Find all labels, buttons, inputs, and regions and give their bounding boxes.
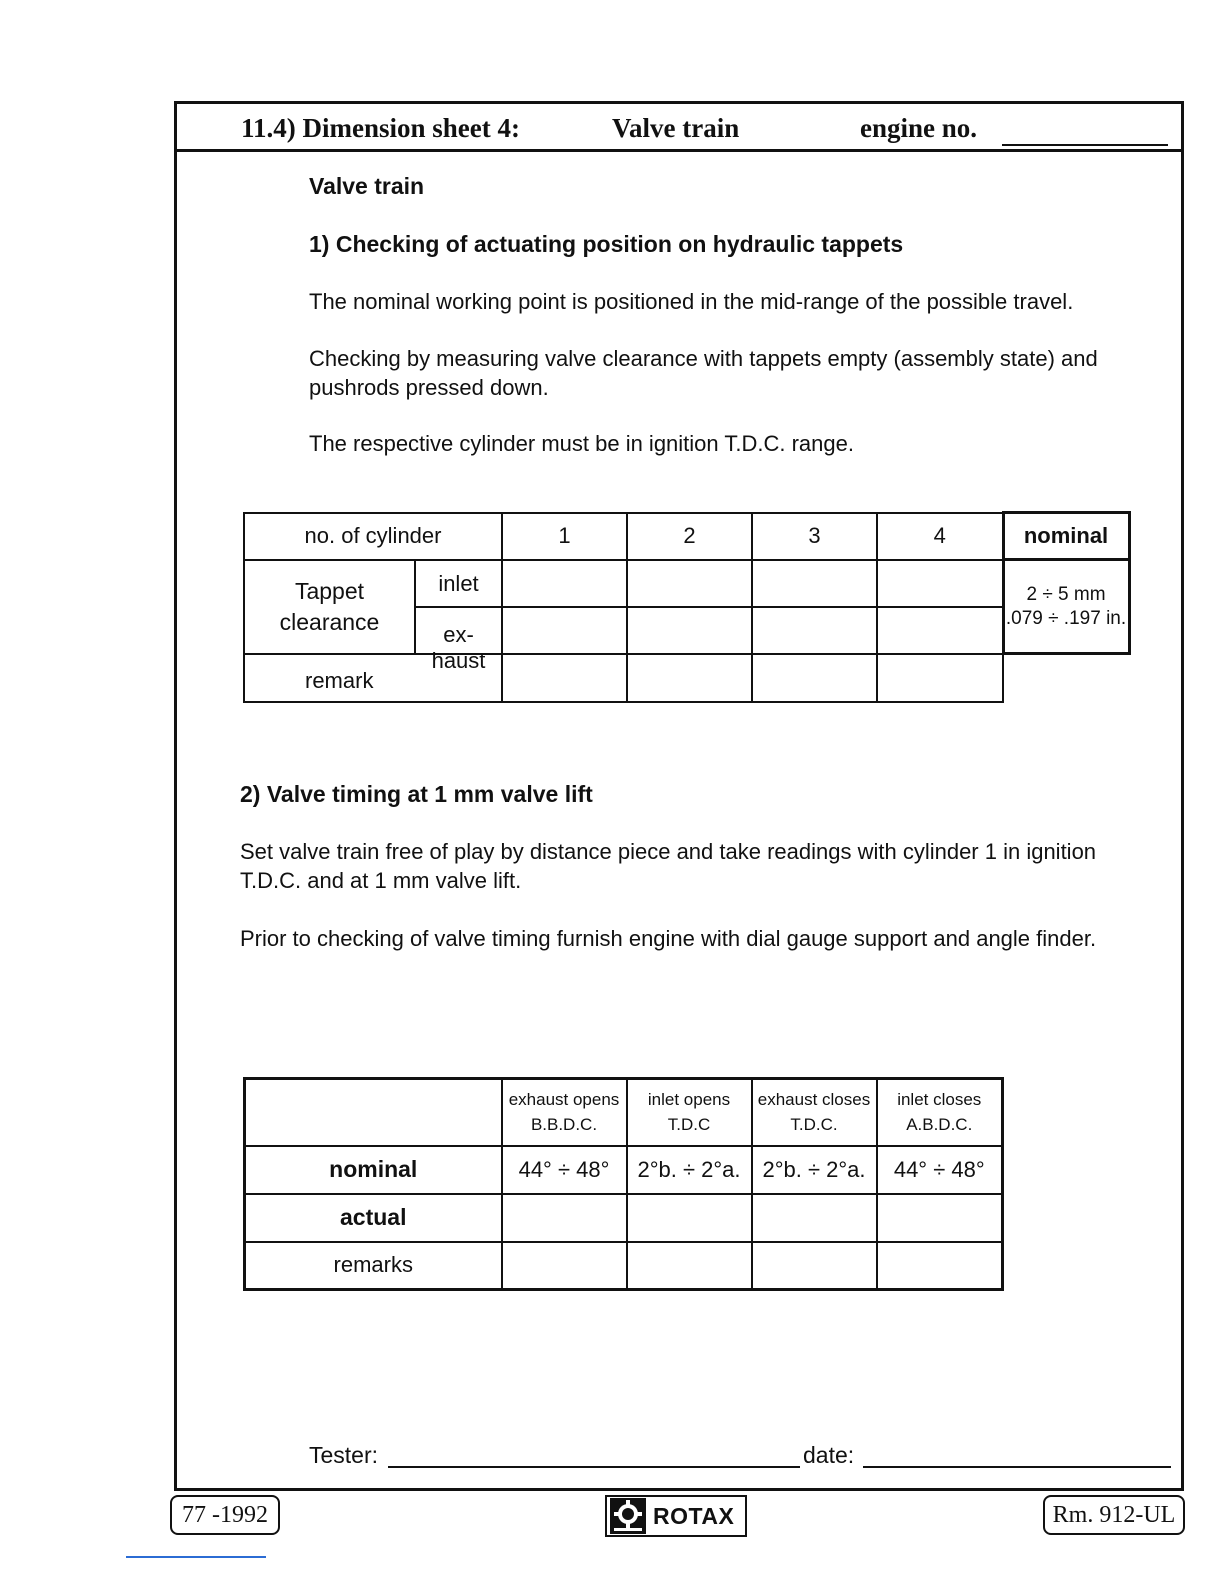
tappet-label-line2: clearance (279, 608, 380, 635)
actual-inlet-closes-cell[interactable] (877, 1194, 1003, 1242)
col-inlet-closes (877, 1079, 1003, 1146)
heading-valve-train: Valve train (309, 173, 425, 199)
cylinder-2-header: 2 (627, 513, 752, 560)
part2-para2: Prior to checking of valve timing furnish engine with dial gauge support and angle finder. (240, 926, 1097, 951)
actual-exhaust-closes-cell[interactable] (752, 1194, 877, 1242)
valve-timing-table (243, 1077, 1004, 1291)
col-exhaust-closes-line1: exhaust closes (757, 1090, 871, 1110)
cylinder-3-header: 3 (752, 513, 877, 560)
engine-no-field[interactable] (1002, 144, 1168, 146)
col-exhaust-closes-line2: T.D.C. (790, 1115, 838, 1135)
remark-label: remark (244, 654, 502, 702)
part1-para2-line1: Checking by measuring valve clearance with tappets empty (assembly state) and (309, 346, 1098, 371)
remark-cyl3-cell[interactable] (752, 654, 877, 702)
remarks-exhaust-opens-cell[interactable] (502, 1242, 627, 1290)
col-exhaust-opens-line2: B.B.D.C. (530, 1115, 598, 1135)
remark-cyl1-cell[interactable] (502, 654, 627, 702)
row-nominal-label: nominal (245, 1146, 502, 1194)
exhaust-label-line2: haust (431, 647, 486, 673)
part2-para1-line2: T.D.C. and at 1 mm valve lift. (240, 868, 522, 893)
cylinder-header: no. of cylinder (244, 513, 502, 560)
inlet-label: inlet (415, 560, 502, 607)
inlet-cyl4-cell[interactable] (877, 560, 1003, 607)
remarks-exhaust-closes-cell[interactable] (752, 1242, 877, 1290)
inlet-cyl3-cell[interactable] (752, 560, 877, 607)
actual-inlet-opens-cell[interactable] (627, 1194, 752, 1242)
exhaust-cyl4-cell[interactable] (877, 607, 1003, 654)
col-inlet-opens-line2: T.D.C (667, 1115, 711, 1135)
blue-underline (126, 1556, 266, 1558)
tappet-clearance-label (244, 560, 415, 654)
nominal-in: .079 ÷ .197 in. (1005, 607, 1127, 629)
date-field[interactable] (863, 1466, 1171, 1468)
manual-badge: Rm. 912-UL (1043, 1495, 1185, 1535)
date-label: date: (803, 1442, 855, 1468)
timing-corner-cell (245, 1079, 502, 1146)
col-exhaust-closes (752, 1079, 877, 1146)
remarks-inlet-opens-cell[interactable] (627, 1242, 752, 1290)
cylinder-4-header: 4 (877, 513, 1003, 560)
tappet-clearance-table (243, 511, 1131, 703)
col-inlet-closes-line2: A.B.D.C. (906, 1115, 973, 1135)
nominal-exhaust-closes: 2°b. ÷ 2°a. (752, 1146, 877, 1194)
nominal-inlet-closes: 44° ÷ 48° (877, 1146, 1003, 1194)
brand-name: ROTAX (653, 1502, 735, 1529)
col-inlet-opens (627, 1079, 752, 1146)
col-inlet-closes-line1: inlet closes (897, 1090, 982, 1110)
inlet-cyl2-cell[interactable] (627, 560, 752, 607)
nominal-inlet-opens: 2°b. ÷ 2°a. (627, 1146, 752, 1194)
edition-badge: 77 -1992 (170, 1495, 280, 1535)
row-actual-label: actual (245, 1194, 502, 1242)
rotax-logo (605, 1495, 747, 1537)
tester-label: Tester: (309, 1442, 379, 1468)
part2-title: 2) Valve timing at 1 mm valve lift (240, 781, 593, 807)
col-inlet-opens-line1: inlet opens (647, 1090, 731, 1110)
empty-corner (1003, 654, 1129, 702)
actual-exhaust-opens-cell[interactable] (502, 1194, 627, 1242)
engine-no-label: engine no. (860, 113, 978, 143)
nominal-exhaust-opens: 44° ÷ 48° (502, 1146, 627, 1194)
col-exhaust-opens (502, 1079, 627, 1146)
remark-cyl4-cell[interactable] (877, 654, 1003, 702)
exhaust-cyl3-cell[interactable] (752, 607, 877, 654)
inlet-cyl1-cell[interactable] (502, 560, 627, 607)
nominal-mm: 2 ÷ 5 mm (1026, 583, 1106, 605)
cylinder-1-header: 1 (502, 513, 627, 560)
rotax-emblem-icon (609, 1497, 647, 1535)
nominal-header: nominal (1003, 513, 1129, 560)
remarks-inlet-closes-cell[interactable] (877, 1242, 1003, 1290)
exhaust-cyl2-cell[interactable] (627, 607, 752, 654)
subject-title: Valve train (612, 113, 740, 143)
remark-cyl2-cell[interactable] (627, 654, 752, 702)
exhaust-cyl1-cell[interactable] (502, 607, 627, 654)
part1-para3: The respective cylinder must be in ignition T.D.C. range. (309, 431, 854, 456)
exhaust-label-line1: ex- (443, 621, 474, 647)
tester-field[interactable] (388, 1466, 800, 1468)
part1-para1: The nominal working point is positioned in the mid-range of the possible travel. (309, 289, 1074, 314)
tappet-label-line1: Tappet (294, 577, 365, 604)
section-title: 11.4) Dimension sheet 4: (241, 113, 520, 143)
row-remarks-label: remarks (245, 1242, 502, 1290)
part1-para2-line2: pushrods pressed down. (309, 375, 549, 400)
header-bar (177, 104, 1181, 152)
nominal-clearance (1003, 560, 1129, 654)
exhaust-label (415, 607, 502, 673)
part2-para1-line1: Set valve train free of play by distance piece and take readings with cylinder 1 in ignition (240, 839, 1097, 864)
col-exhaust-opens-line1: exhaust opens (508, 1090, 620, 1110)
part1-title: 1) Checking of actuating position on hydraulic tappets (309, 231, 904, 257)
